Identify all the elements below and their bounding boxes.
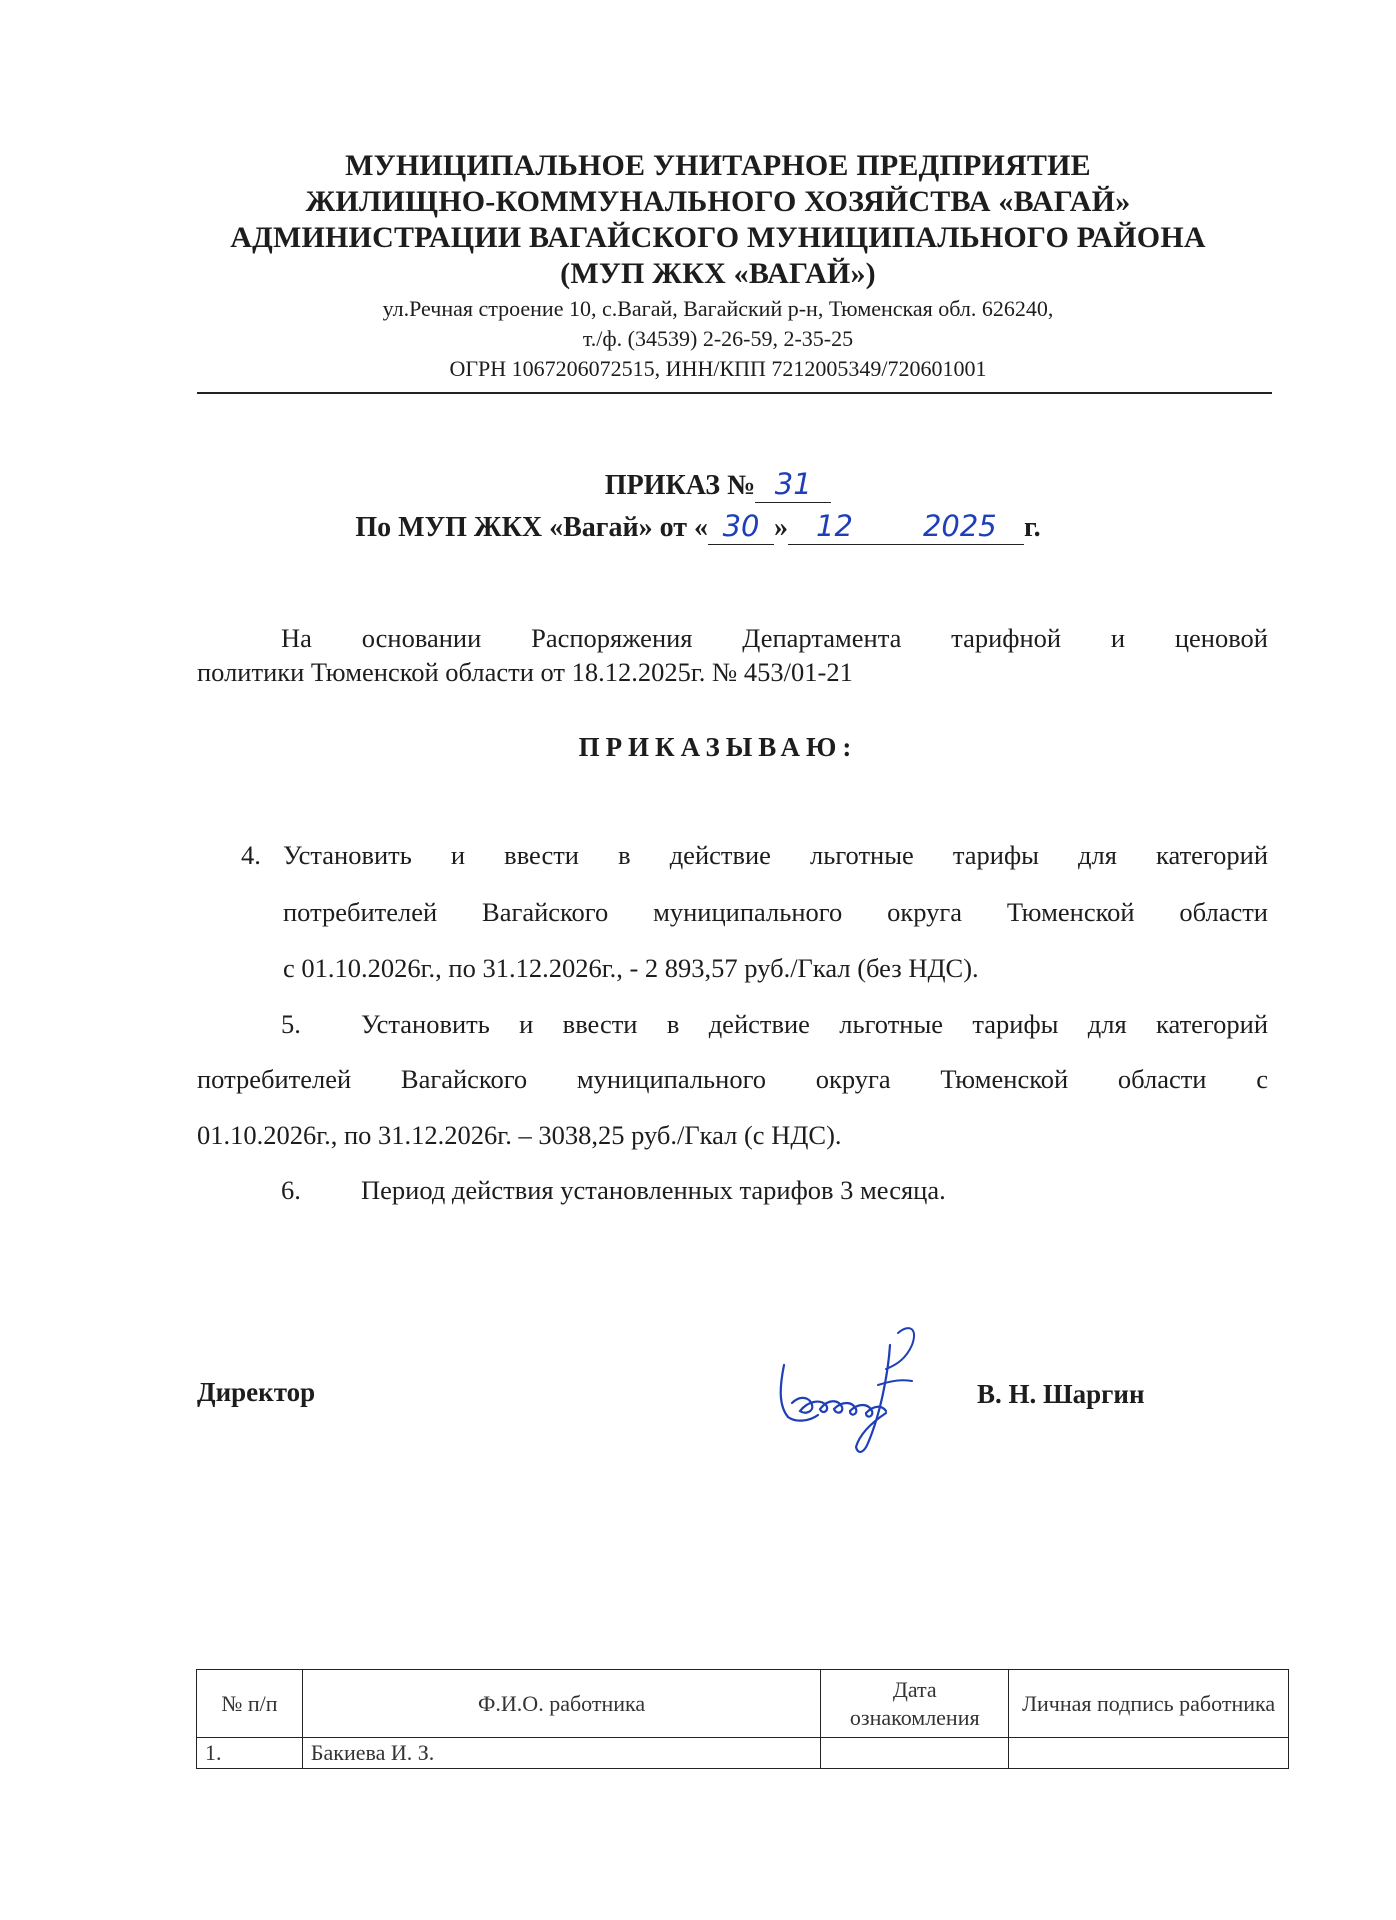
table-header-row — [197, 1670, 1289, 1738]
order-title — [160, 468, 1276, 503]
order-day: 30 — [722, 509, 760, 543]
order-date-line — [140, 510, 1256, 545]
org-name-line-1: МУНИЦИПАЛЬНОЕ УНИТАРНОЕ ПРЕДПРИЯТИЕ — [345, 149, 1091, 182]
item-number: 6. — [281, 1175, 301, 1205]
header-fio: Ф.И.О. работника — [302, 1670, 820, 1738]
item-text-line-2: потребителей Вагайского муниципального округа Тюменской области с — [197, 1064, 1268, 1094]
order-year: 2025 — [922, 509, 997, 543]
item-text-line-3: с 01.10.2026г., по 31.12.2026г., - 2 893,57 руб./Гкал (без НДС). — [283, 953, 979, 983]
order-month: 12 — [816, 509, 853, 543]
basis-line-2: политики Тюменской области от 18.12.2025г. № 453/01-21 — [197, 657, 853, 687]
cell-sign — [1009, 1738, 1289, 1769]
header-date: Дата ознакомления — [821, 1670, 1009, 1738]
org-requisites: ОГРН 1067206072515, ИНН/КПП 7212005349/720601001 — [449, 356, 987, 381]
item-number: 5. — [281, 1009, 301, 1039]
order-day-close: » — [774, 512, 789, 543]
letterhead-divider — [197, 392, 1272, 394]
item-text-line-1: Установить и ввести в действие льготные тарифы для категорий — [361, 1009, 1268, 1039]
item-text-line-1: Период действия установленных тарифов 3 месяца. — [361, 1175, 946, 1205]
signer-position: Директор — [197, 1377, 316, 1407]
order-by-prefix: По МУП ЖКХ «Вагай» от « — [355, 512, 709, 543]
letterhead — [160, 148, 1276, 384]
signer-name: В. Н. Шаргин — [977, 1379, 1145, 1409]
acknowledgement-table — [196, 1669, 1289, 1769]
item-number: 4. — [241, 840, 261, 870]
item-text-line-3: 01.10.2026г., по 31.12.2026г. – 3038,25 руб./Гкал (с НДС). — [197, 1120, 842, 1150]
header-num: № п/п — [197, 1670, 303, 1738]
order-title-prefix: ПРИКАЗ № — [604, 470, 756, 501]
decree-heading: ПРИКАЗЫВАЮ: — [578, 732, 858, 762]
item-text-line-1: Установить и ввести в действие льготные тарифы для категорий — [283, 840, 1268, 870]
order-number: 31 — [774, 467, 812, 501]
org-name-line-2: ЖИЛИЩНО-КОММУНАЛЬНОГО ХОЗЯЙСТВА «ВАГАЙ» — [305, 185, 1131, 218]
item-text-line-2: потребителей Вагайского муниципального округа Тюменской области — [283, 897, 1268, 927]
header-sign: Личная подпись работника — [1009, 1670, 1289, 1738]
org-name-line-3: АДМИНИСТРАЦИИ ВАГАЙСКОГО МУНИЦИПАЛЬНОГО РАЙОНА — [230, 221, 1206, 254]
org-short-name: (МУП ЖКХ «ВАГАЙ») — [560, 257, 876, 290]
cell-date — [821, 1738, 1009, 1769]
cell-num: 1. — [197, 1738, 303, 1769]
org-address: ул.Речная строение 10, с.Вагай, Вагайский р-н, Тюменская обл. 626240, — [382, 296, 1054, 321]
order-year-suffix: г. — [1024, 512, 1041, 543]
cell-fio: Бакиева И. З. — [302, 1738, 820, 1769]
handwritten-signature — [770, 1325, 960, 1465]
basis-line-1: На основании Распоряжения Департамента тарифной и ценовой — [281, 623, 1268, 653]
table-row — [197, 1738, 1289, 1769]
org-phone: т./ф. (34539) 2-26-59, 2-35-25 — [582, 326, 854, 351]
